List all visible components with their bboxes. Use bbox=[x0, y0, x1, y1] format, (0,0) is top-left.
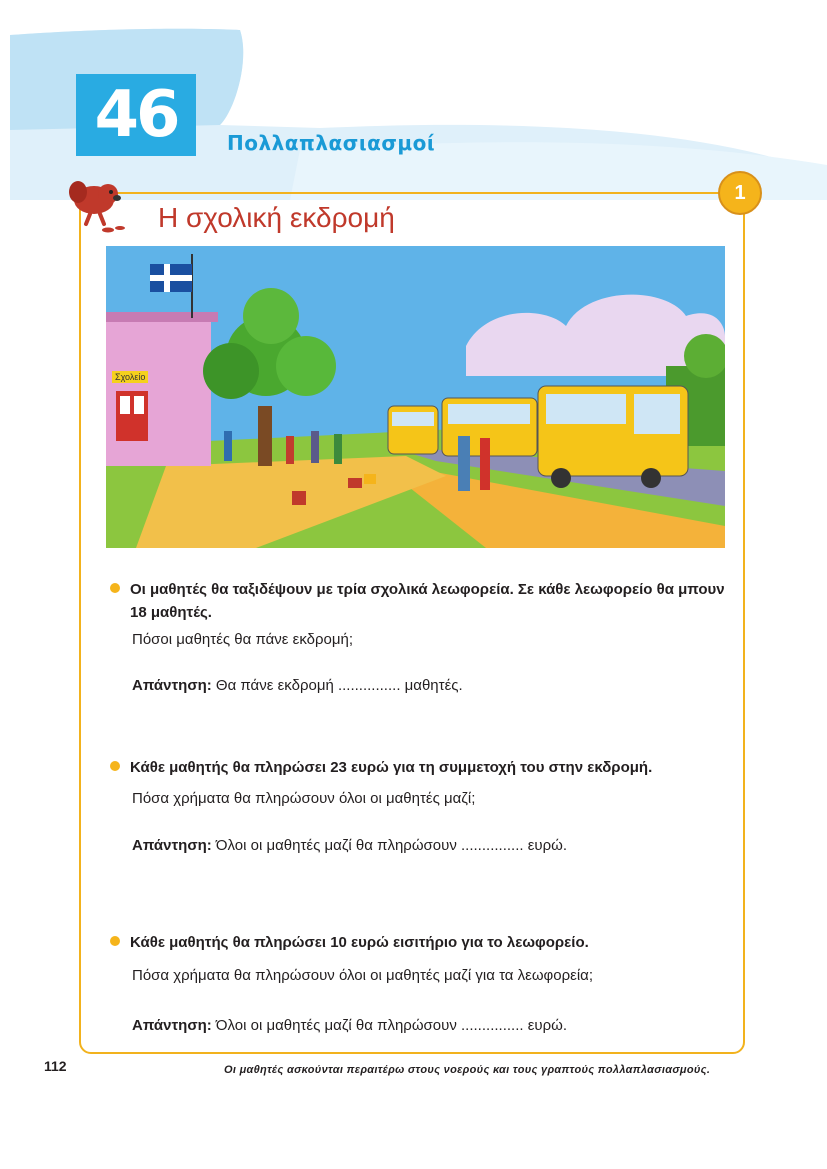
page-number: 112 bbox=[44, 1058, 67, 1074]
question-2 bbox=[110, 756, 730, 856]
bullet-dot bbox=[110, 936, 120, 946]
question-3 bbox=[110, 931, 730, 1036]
activity-number-badge: 1 bbox=[718, 171, 762, 215]
answer-line bbox=[132, 836, 730, 856]
question-statement: Οι μαθητές θα ταξιδέψουν με τρία σχολικά λεωφορεία. Σε κάθε λεωφορείο θα μπουν 18 μαθητές. bbox=[130, 581, 725, 621]
answer-text: Θα πάνε εκδρομή ............... μαθητές. bbox=[211, 677, 463, 694]
footer-note: Οι μαθητές ασκούνται περαιτέρω στους νοερούς και τους γραπτούς πολλαπλασιασμούς. bbox=[224, 1064, 711, 1076]
answer-label: Απάντηση: bbox=[132, 677, 212, 694]
section-title: Η σχολική εκδρομή bbox=[158, 202, 395, 233]
lesson-number: 46 bbox=[94, 78, 178, 152]
bullet-dot bbox=[110, 583, 120, 593]
question-statement: Κάθε μαθητής θα πληρώσει 10 ευρώ εισιτήριο για το λεωφορείο. bbox=[130, 934, 589, 951]
answer-line bbox=[132, 676, 730, 696]
school-sign-text: Σχολείο bbox=[115, 372, 146, 382]
dog-mascot-icon bbox=[60, 170, 130, 240]
answer-text: Όλοι οι μαθητές μαζί θα πληρώσουν ............... ευρώ. bbox=[211, 837, 567, 854]
chapter-title: Πολλαπλασιασμοί bbox=[227, 131, 436, 155]
school-trip-illustration bbox=[106, 246, 725, 548]
question-1 bbox=[110, 578, 730, 696]
question-text: Πόσα χρήματα θα πληρώσουν όλοι οι μαθητές μαζί για τα λεωφορεία; bbox=[132, 967, 594, 984]
answer-text: Όλοι οι μαθητές μαζί θα πληρώσουν ............... ευρώ. bbox=[211, 1017, 567, 1034]
bullet-dot bbox=[110, 761, 120, 771]
lesson-number-box bbox=[76, 74, 196, 156]
answer-label: Απάντηση: bbox=[132, 1017, 212, 1034]
answer-label: Απάντηση: bbox=[132, 837, 212, 854]
question-text: Πόσοι μαθητές θα πάνε εκδρομή; bbox=[132, 631, 354, 648]
answer-line bbox=[132, 1016, 730, 1036]
question-statement: Κάθε μαθητής θα πληρώσει 23 ευρώ για τη συμμετοχή του στην εκδρομή. bbox=[130, 759, 653, 776]
question-text: Πόσα χρήματα θα πληρώσουν όλοι οι μαθητές μαζί; bbox=[132, 790, 476, 807]
